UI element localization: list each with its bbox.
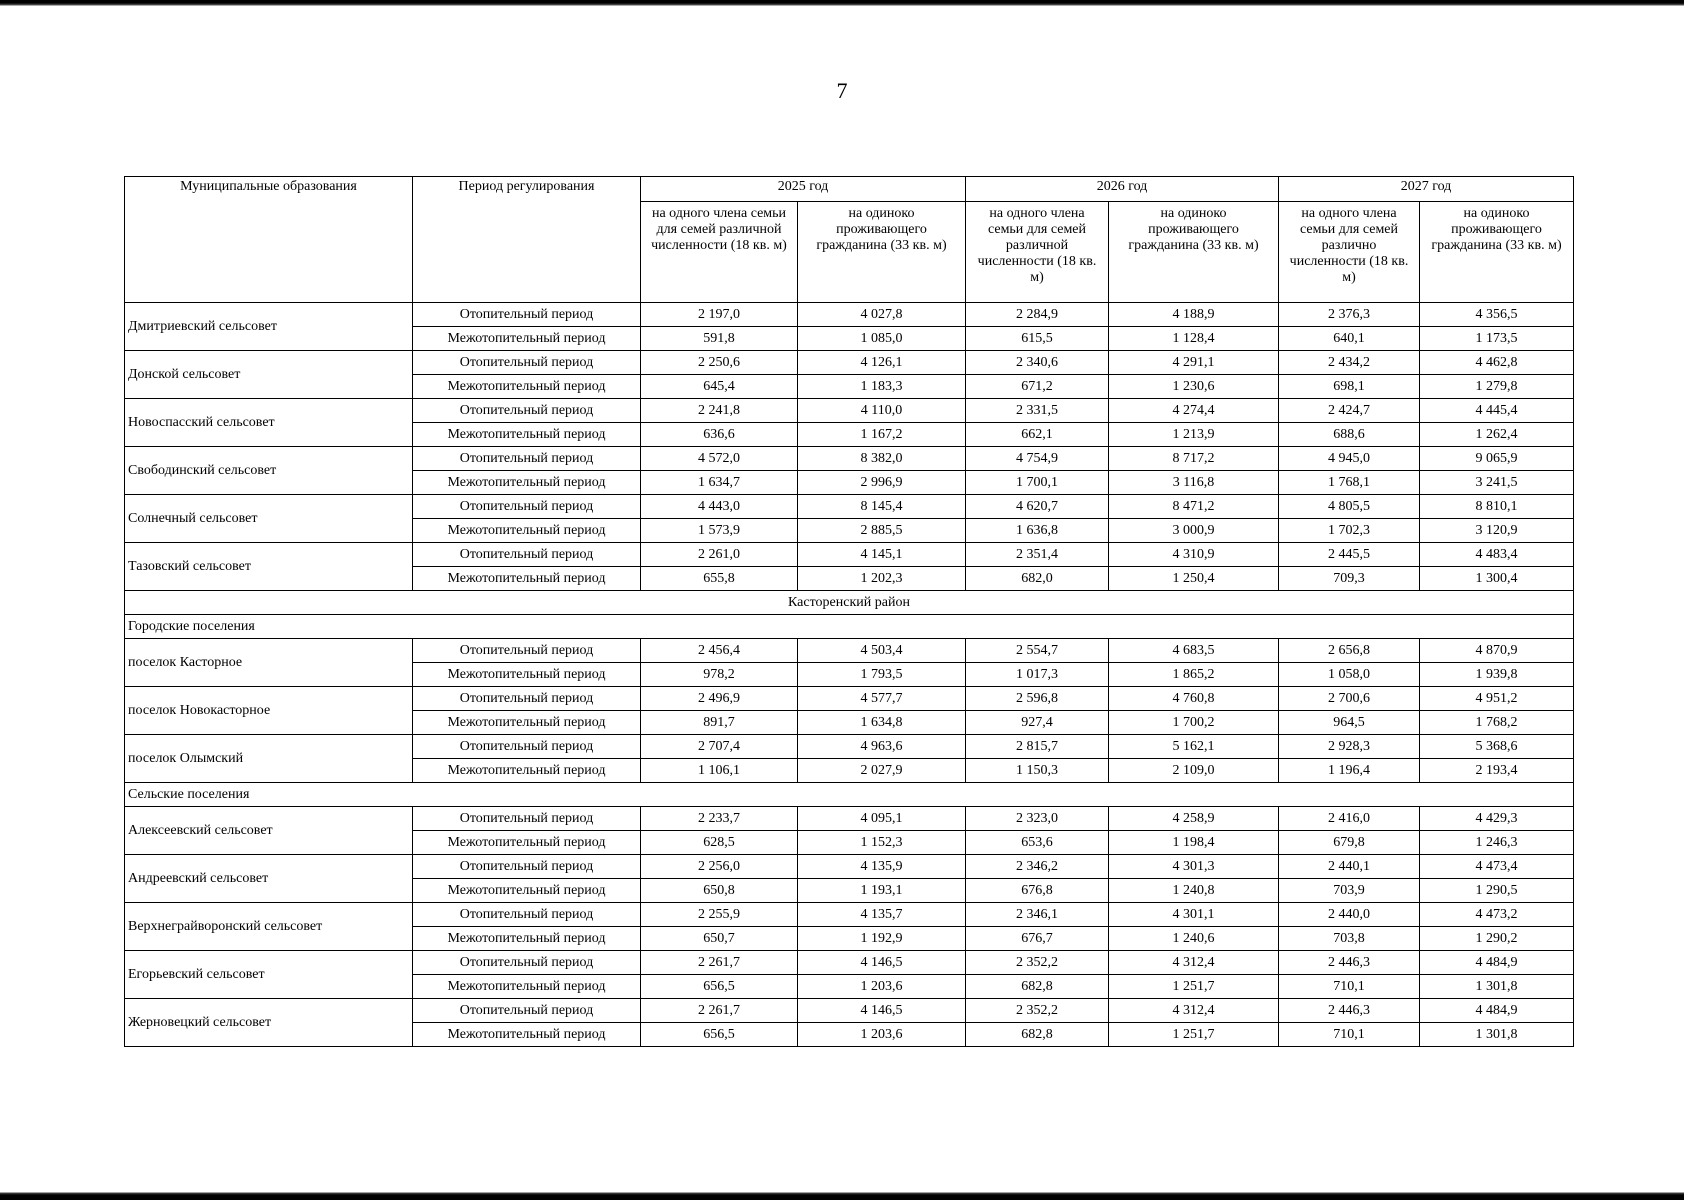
value-cell: 1 183,3 [798, 375, 966, 399]
section-label: Касторенский район [125, 591, 1574, 615]
value-cell: 2 261,7 [641, 999, 798, 1023]
group-row [125, 615, 1574, 639]
value-cell: 4 473,2 [1420, 903, 1574, 927]
value-cell: 4 145,1 [798, 543, 966, 567]
value-cell: 1 085,0 [798, 327, 966, 351]
header-period: Период регулирования [413, 177, 641, 303]
value-cell: 2 351,4 [966, 543, 1109, 567]
value-cell: 703,8 [1279, 927, 1420, 951]
municipality-name: Донской сельсовет [125, 351, 413, 399]
value-cell: 1 246,3 [1420, 831, 1574, 855]
header-municipality: Муниципальные образования [125, 177, 413, 303]
value-cell: 1 106,1 [641, 759, 798, 783]
group-row [125, 783, 1574, 807]
table-row [125, 495, 1574, 519]
value-cell: 4 754,9 [966, 447, 1109, 471]
value-cell: 2 027,9 [798, 759, 966, 783]
value-cell: 2 233,7 [641, 807, 798, 831]
value-cell: 3 000,9 [1109, 519, 1279, 543]
value-cell: 2 193,4 [1420, 759, 1574, 783]
value-cell: 1 702,3 [1279, 519, 1420, 543]
value-cell: 4 870,9 [1420, 639, 1574, 663]
header-row-years [125, 177, 1574, 202]
value-cell: 1 198,4 [1109, 831, 1279, 855]
period-label: Межотопительный период [413, 519, 641, 543]
header-single: на одиноко проживающего гражданина (33 кв. м) [1109, 202, 1279, 303]
value-cell: 978,2 [641, 663, 798, 687]
value-cell: 2 440,0 [1279, 903, 1420, 927]
value-cell: 2 250,6 [641, 351, 798, 375]
value-cell: 709,3 [1279, 567, 1420, 591]
value-cell: 2 352,2 [966, 951, 1109, 975]
header-year: 2027 год [1279, 177, 1574, 202]
value-cell: 1 251,7 [1109, 1023, 1279, 1047]
table-row [125, 999, 1574, 1023]
value-cell: 2 331,5 [966, 399, 1109, 423]
value-cell: 645,4 [641, 375, 798, 399]
value-cell: 4 760,8 [1109, 687, 1279, 711]
table-row [125, 735, 1574, 759]
value-cell: 640,1 [1279, 327, 1420, 351]
value-cell: 1 301,8 [1420, 975, 1574, 999]
value-cell: 671,2 [966, 375, 1109, 399]
value-cell: 1 058,0 [1279, 663, 1420, 687]
value-cell: 3 241,5 [1420, 471, 1574, 495]
value-cell: 4 146,5 [798, 951, 966, 975]
section-row [125, 591, 1574, 615]
value-cell: 2 554,7 [966, 639, 1109, 663]
value-cell: 891,7 [641, 711, 798, 735]
value-cell: 1 300,4 [1420, 567, 1574, 591]
value-cell: 4 027,8 [798, 303, 966, 327]
value-cell: 710,1 [1279, 1023, 1420, 1047]
value-cell: 662,1 [966, 423, 1109, 447]
value-cell: 636,6 [641, 423, 798, 447]
value-cell: 628,5 [641, 831, 798, 855]
period-label: Межотопительный период [413, 327, 641, 351]
period-label: Отопительный период [413, 903, 641, 927]
table-row [125, 639, 1574, 663]
value-cell: 2 496,9 [641, 687, 798, 711]
value-cell: 703,9 [1279, 879, 1420, 903]
value-cell: 8 717,2 [1109, 447, 1279, 471]
period-label: Отопительный период [413, 855, 641, 879]
value-cell: 1 230,6 [1109, 375, 1279, 399]
group-label: Сельские поселения [125, 783, 1574, 807]
table-row [125, 687, 1574, 711]
value-cell: 4 963,6 [798, 735, 966, 759]
period-label: Межотопительный период [413, 567, 641, 591]
period-label: Межотопительный период [413, 471, 641, 495]
value-cell: 679,8 [1279, 831, 1420, 855]
period-label: Межотопительный период [413, 375, 641, 399]
period-label: Отопительный период [413, 807, 641, 831]
municipality-name: Жерновецкий сельсовет [125, 999, 413, 1047]
value-cell: 2 815,7 [966, 735, 1109, 759]
value-cell: 655,8 [641, 567, 798, 591]
header-per-member: на одного члена семьи для семей различно численности (18 кв. м) [1279, 202, 1420, 303]
period-label: Межотопительный период [413, 831, 641, 855]
value-cell: 2 346,1 [966, 903, 1109, 927]
scan-edge-top [0, 0, 1684, 6]
value-cell: 1 192,9 [798, 927, 966, 951]
value-cell: 2 323,0 [966, 807, 1109, 831]
value-cell: 927,4 [966, 711, 1109, 735]
value-cell: 2 446,3 [1279, 999, 1420, 1023]
value-cell: 1 279,8 [1420, 375, 1574, 399]
value-cell: 2 424,7 [1279, 399, 1420, 423]
value-cell: 2 446,3 [1279, 951, 1420, 975]
value-cell: 4 443,0 [641, 495, 798, 519]
period-label: Отопительный период [413, 447, 641, 471]
value-cell: 1 768,1 [1279, 471, 1420, 495]
value-cell: 4 135,7 [798, 903, 966, 927]
value-cell: 8 382,0 [798, 447, 966, 471]
value-cell: 1 865,2 [1109, 663, 1279, 687]
value-cell: 1 202,3 [798, 567, 966, 591]
value-cell: 2 700,6 [1279, 687, 1420, 711]
header-per-member: на одного члена семьи для семей различной численности (18 кв. м) [966, 202, 1109, 303]
value-cell: 2 416,0 [1279, 807, 1420, 831]
value-cell: 656,5 [641, 975, 798, 999]
value-cell: 4 945,0 [1279, 447, 1420, 471]
value-cell: 1 793,5 [798, 663, 966, 687]
value-cell: 653,6 [966, 831, 1109, 855]
period-label: Межотопительный период [413, 975, 641, 999]
municipality-name: поселок Новокасторное [125, 687, 413, 735]
value-cell: 4 572,0 [641, 447, 798, 471]
value-cell: 2 928,3 [1279, 735, 1420, 759]
value-cell: 2 340,6 [966, 351, 1109, 375]
value-cell: 1 301,8 [1420, 1023, 1574, 1047]
header-year: 2025 год [641, 177, 966, 202]
value-cell: 1 290,5 [1420, 879, 1574, 903]
municipality-name: поселок Олымский [125, 735, 413, 783]
value-cell: 2 885,5 [798, 519, 966, 543]
table-row [125, 807, 1574, 831]
value-cell: 2 261,7 [641, 951, 798, 975]
value-cell: 2 434,2 [1279, 351, 1420, 375]
value-cell: 8 145,4 [798, 495, 966, 519]
value-cell: 2 656,8 [1279, 639, 1420, 663]
value-cell: 676,7 [966, 927, 1109, 951]
value-cell: 4 683,5 [1109, 639, 1279, 663]
period-label: Межотопительный период [413, 759, 641, 783]
value-cell: 2 445,5 [1279, 543, 1420, 567]
value-cell: 1 017,3 [966, 663, 1109, 687]
municipality-name: Егорьевский сельсовет [125, 951, 413, 999]
value-cell: 4 483,4 [1420, 543, 1574, 567]
period-label: Отопительный период [413, 495, 641, 519]
value-cell: 4 620,7 [966, 495, 1109, 519]
period-label: Отопительный период [413, 351, 641, 375]
value-cell: 650,7 [641, 927, 798, 951]
value-cell: 1 150,3 [966, 759, 1109, 783]
value-cell: 4 577,7 [798, 687, 966, 711]
value-cell: 2 996,9 [798, 471, 966, 495]
value-cell: 4 258,9 [1109, 807, 1279, 831]
value-cell: 4 310,9 [1109, 543, 1279, 567]
table-row [125, 543, 1574, 567]
value-cell: 4 429,3 [1420, 807, 1574, 831]
value-cell: 591,8 [641, 327, 798, 351]
value-cell: 1 634,8 [798, 711, 966, 735]
value-cell: 2 256,0 [641, 855, 798, 879]
value-cell: 1 250,4 [1109, 567, 1279, 591]
period-label: Отопительный период [413, 543, 641, 567]
table-row [125, 855, 1574, 879]
value-cell: 2 255,9 [641, 903, 798, 927]
municipality-name: поселок Касторное [125, 639, 413, 687]
period-label: Отопительный период [413, 639, 641, 663]
value-cell: 1 203,6 [798, 1023, 966, 1047]
value-cell: 1 203,6 [798, 975, 966, 999]
period-label: Отопительный период [413, 687, 641, 711]
value-cell: 4 146,5 [798, 999, 966, 1023]
value-cell: 2 241,8 [641, 399, 798, 423]
value-cell: 4 951,2 [1420, 687, 1574, 711]
value-cell: 4 291,1 [1109, 351, 1279, 375]
value-cell: 4 484,9 [1420, 951, 1574, 975]
table-row [125, 903, 1574, 927]
value-cell: 4 312,4 [1109, 999, 1279, 1023]
value-cell: 4 473,4 [1420, 855, 1574, 879]
value-cell: 8 810,1 [1420, 495, 1574, 519]
municipality-name: Солнечный сельсовет [125, 495, 413, 543]
value-cell: 8 471,2 [1109, 495, 1279, 519]
table-row [125, 447, 1574, 471]
scan-edge-bottom [0, 1192, 1684, 1200]
value-cell: 688,6 [1279, 423, 1420, 447]
municipality-name: Новоспасский сельсовет [125, 399, 413, 447]
value-cell: 682,0 [966, 567, 1109, 591]
period-label: Отопительный период [413, 951, 641, 975]
value-cell: 1 240,8 [1109, 879, 1279, 903]
value-cell: 4 188,9 [1109, 303, 1279, 327]
value-cell: 4 301,3 [1109, 855, 1279, 879]
value-cell: 2 261,0 [641, 543, 798, 567]
municipality-name: Дмитриевский сельсовет [125, 303, 413, 351]
period-label: Межотопительный период [413, 663, 641, 687]
table-body [125, 303, 1574, 1047]
value-cell: 4 301,1 [1109, 903, 1279, 927]
value-cell: 1 213,9 [1109, 423, 1279, 447]
municipality-name: Верхнеграйворонский сельсовет [125, 903, 413, 951]
value-cell: 1 173,5 [1420, 327, 1574, 351]
value-cell: 4 356,5 [1420, 303, 1574, 327]
table-row [125, 351, 1574, 375]
value-cell: 2 456,4 [641, 639, 798, 663]
value-cell: 650,8 [641, 879, 798, 903]
value-cell: 698,1 [1279, 375, 1420, 399]
period-label: Отопительный период [413, 735, 641, 759]
municipality-name: Свободинский сельсовет [125, 447, 413, 495]
period-label: Межотопительный период [413, 1023, 641, 1047]
value-cell: 3 116,8 [1109, 471, 1279, 495]
value-cell: 656,5 [641, 1023, 798, 1047]
value-cell: 1 196,4 [1279, 759, 1420, 783]
municipality-name: Алексеевский сельсовет [125, 807, 413, 855]
value-cell: 676,8 [966, 879, 1109, 903]
value-cell: 1 251,7 [1109, 975, 1279, 999]
value-cell: 2 707,4 [641, 735, 798, 759]
value-cell: 1 573,9 [641, 519, 798, 543]
value-cell: 1 152,3 [798, 831, 966, 855]
value-cell: 4 126,1 [798, 351, 966, 375]
value-cell: 1 768,2 [1420, 711, 1574, 735]
value-cell: 2 197,0 [641, 303, 798, 327]
value-cell: 4 312,4 [1109, 951, 1279, 975]
table-row [125, 303, 1574, 327]
table-row [125, 399, 1574, 423]
value-cell: 1 193,1 [798, 879, 966, 903]
value-cell: 4 484,9 [1420, 999, 1574, 1023]
value-cell: 682,8 [966, 975, 1109, 999]
header-single: на одиноко проживающего гражданина (33 кв. м) [1420, 202, 1574, 303]
period-label: Межотопительный период [413, 423, 641, 447]
period-label: Отопительный период [413, 399, 641, 423]
value-cell: 4 805,5 [1279, 495, 1420, 519]
period-label: Межотопительный период [413, 711, 641, 735]
value-cell: 1 700,2 [1109, 711, 1279, 735]
value-cell: 4 095,1 [798, 807, 966, 831]
municipality-name: Андреевский сельсовет [125, 855, 413, 903]
value-cell: 2 376,3 [1279, 303, 1420, 327]
page-number: 7 [836, 78, 848, 103]
value-cell: 1 167,2 [798, 423, 966, 447]
value-cell: 4 274,4 [1109, 399, 1279, 423]
value-cell: 3 120,9 [1420, 519, 1574, 543]
value-cell: 1 636,8 [966, 519, 1109, 543]
header-per-member: на одного члена семьи для семей различной численности (18 кв. м) [641, 202, 798, 303]
value-cell: 5 368,6 [1420, 735, 1574, 759]
period-label: Отопительный период [413, 303, 641, 327]
value-cell: 1 634,7 [641, 471, 798, 495]
table-row [125, 951, 1574, 975]
period-label: Межотопительный период [413, 879, 641, 903]
value-cell: 2 284,9 [966, 303, 1109, 327]
value-cell: 2 109,0 [1109, 759, 1279, 783]
value-cell: 1 128,4 [1109, 327, 1279, 351]
value-cell: 4 445,4 [1420, 399, 1574, 423]
value-cell: 2 596,8 [966, 687, 1109, 711]
group-label: Городские поселения [125, 615, 1574, 639]
header-single: на одиноко проживающего гражданина (33 кв. м) [798, 202, 966, 303]
value-cell: 1 262,4 [1420, 423, 1574, 447]
municipality-name: Тазовский сельсовет [125, 543, 413, 591]
period-label: Межотопительный период [413, 927, 641, 951]
value-cell: 9 065,9 [1420, 447, 1574, 471]
value-cell: 4 503,4 [798, 639, 966, 663]
value-cell: 2 346,2 [966, 855, 1109, 879]
period-label: Отопительный период [413, 999, 641, 1023]
tariff-table [124, 176, 1574, 1047]
value-cell: 4 110,0 [798, 399, 966, 423]
value-cell: 4 462,8 [1420, 351, 1574, 375]
value-cell: 710,1 [1279, 975, 1420, 999]
value-cell: 964,5 [1279, 711, 1420, 735]
value-cell: 1 290,2 [1420, 927, 1574, 951]
value-cell: 2 352,2 [966, 999, 1109, 1023]
value-cell: 5 162,1 [1109, 735, 1279, 759]
value-cell: 682,8 [966, 1023, 1109, 1047]
value-cell: 1 240,6 [1109, 927, 1279, 951]
header-year: 2026 год [966, 177, 1279, 202]
value-cell: 2 440,1 [1279, 855, 1420, 879]
value-cell: 615,5 [966, 327, 1109, 351]
value-cell: 1 939,8 [1420, 663, 1574, 687]
value-cell: 1 700,1 [966, 471, 1109, 495]
value-cell: 4 135,9 [798, 855, 966, 879]
